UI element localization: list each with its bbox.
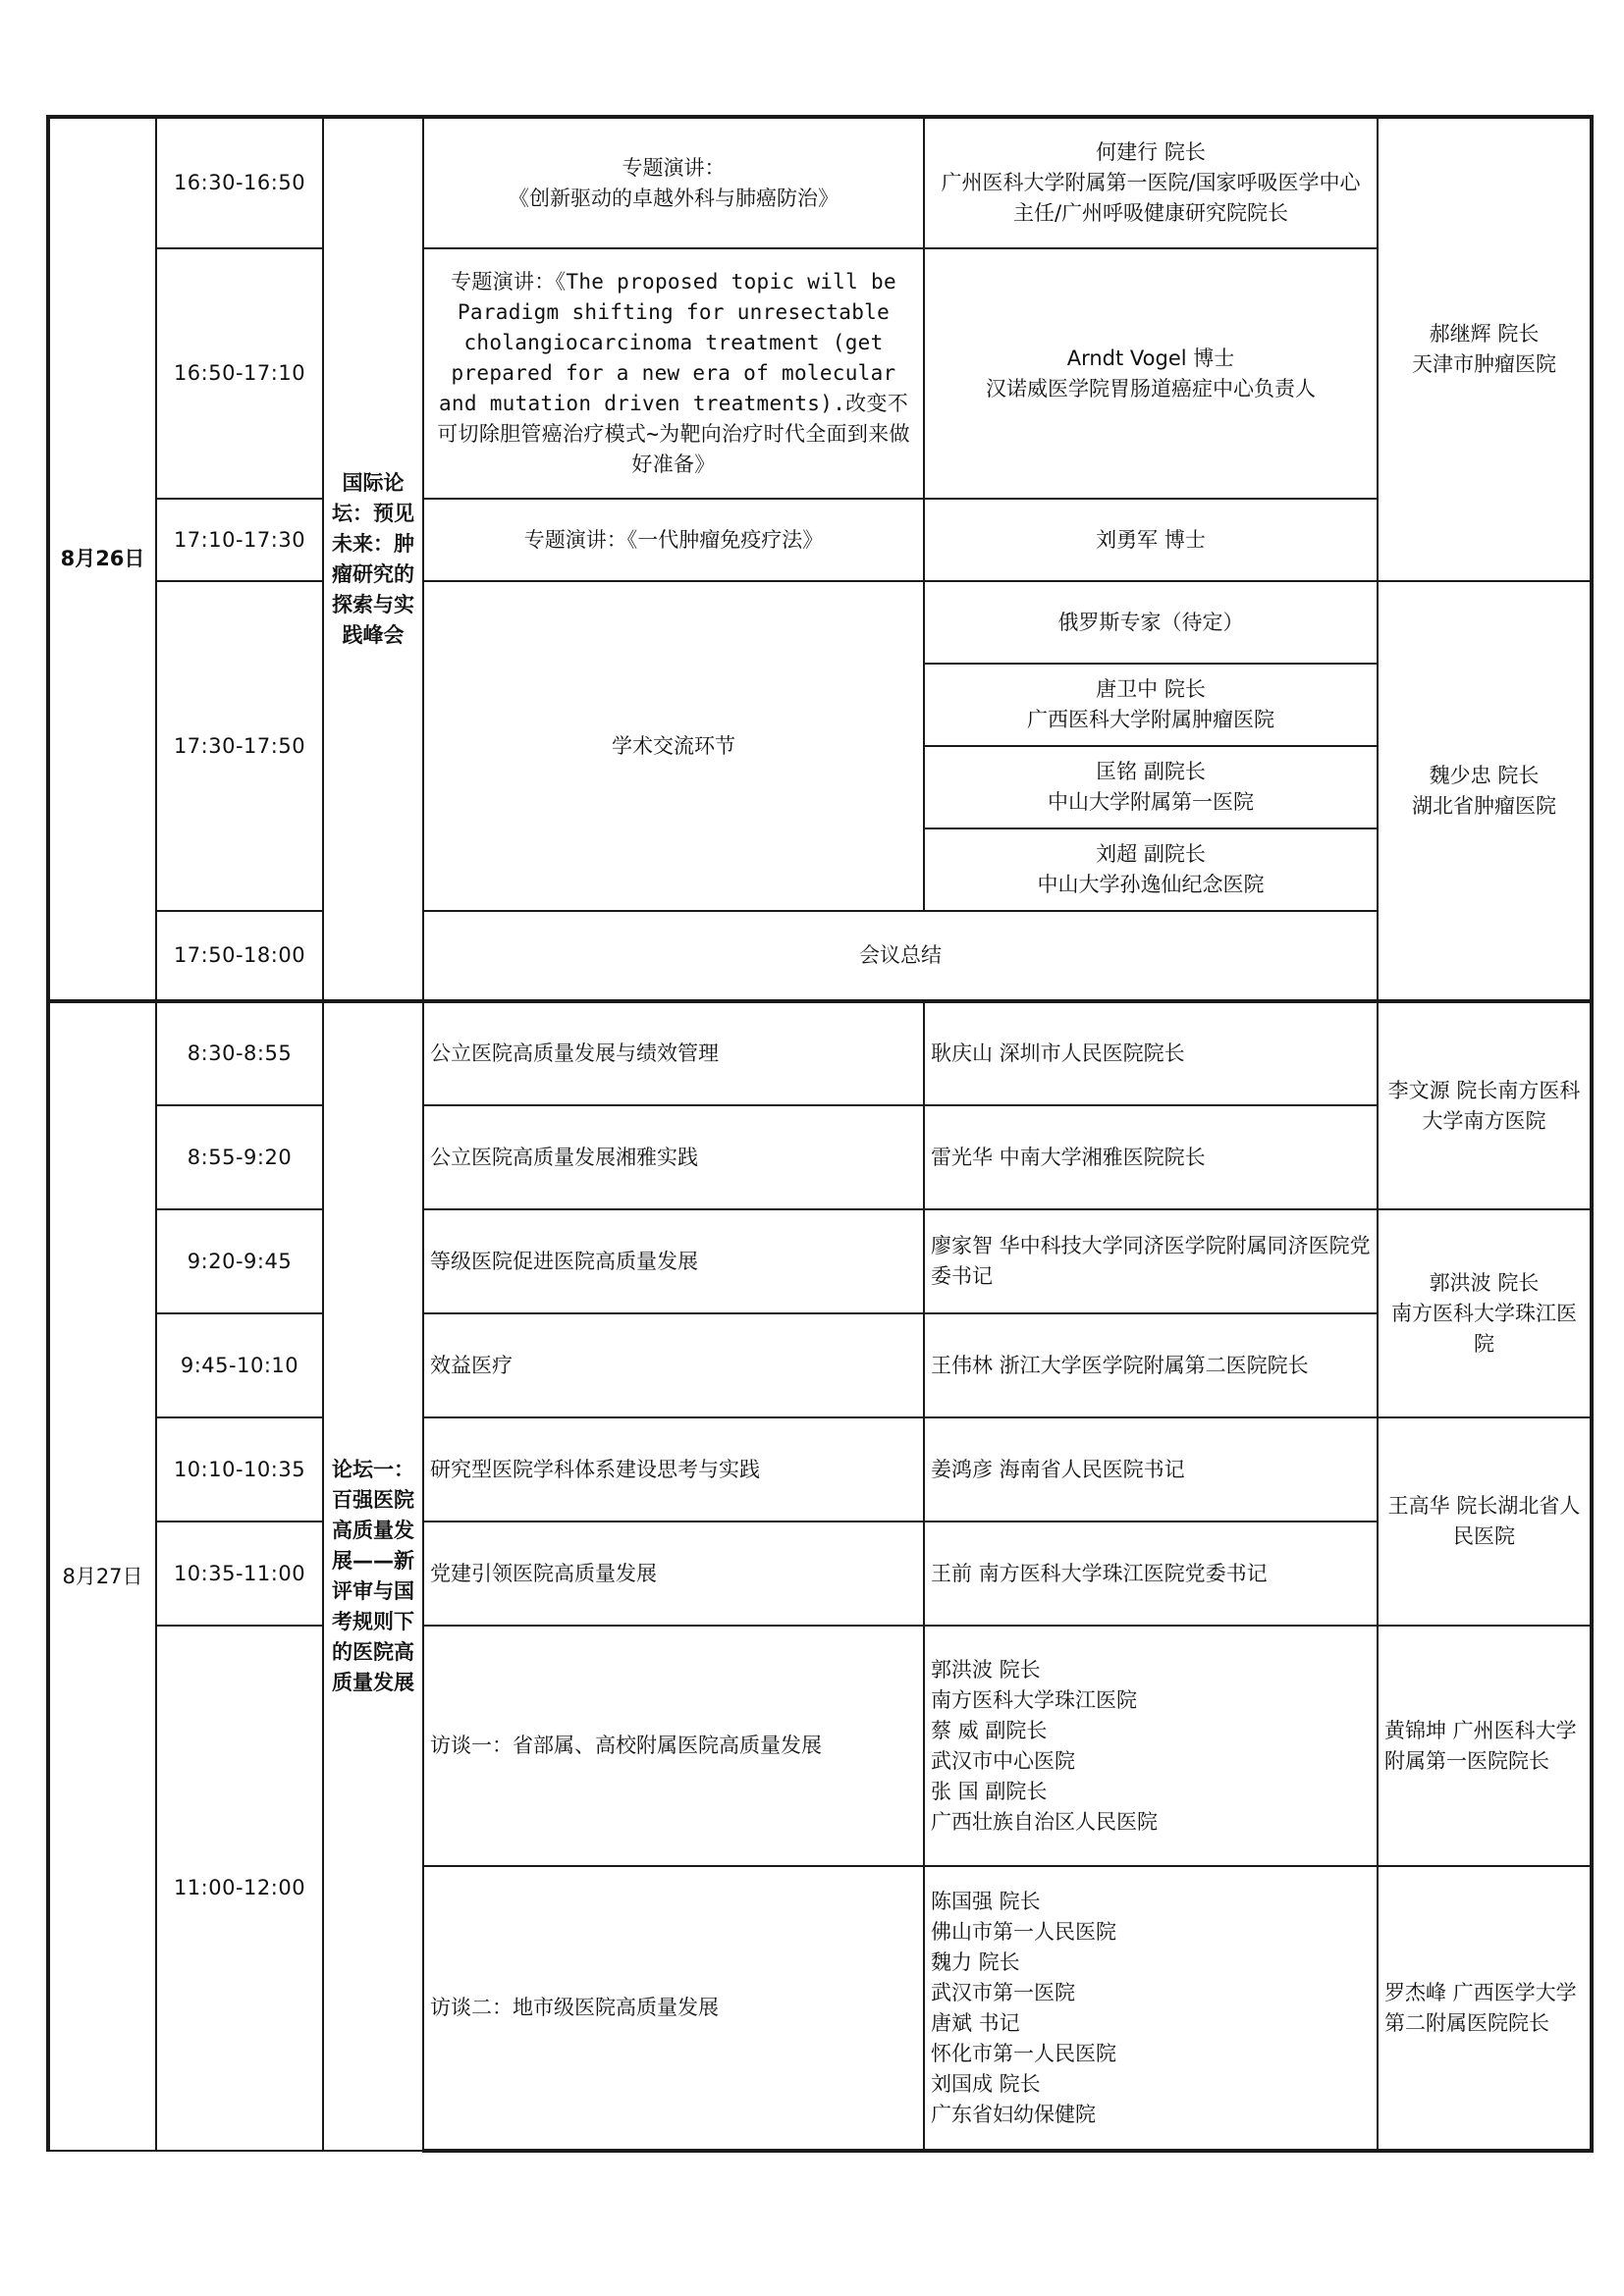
topic-cell: 效益医疗 <box>423 1313 924 1417</box>
topic-cell: 学术交流环节 <box>423 581 924 911</box>
schedule-row <box>48 911 1592 1001</box>
date-cell: 8月27日 <box>48 1001 156 2151</box>
schedule-row <box>48 1001 1592 1105</box>
time-cell: 8:30-8:55 <box>156 1001 323 1105</box>
time-cell: 16:50-17:10 <box>156 248 323 499</box>
schedule-row <box>48 1626 1592 1866</box>
schedule-row <box>48 499 1592 581</box>
schedule-row <box>48 248 1592 499</box>
schedule-row <box>48 1209 1592 1313</box>
time-cell: 17:30-17:50 <box>156 581 323 911</box>
time-cell: 17:10-17:30 <box>156 499 323 581</box>
speaker-cell: 廖家智 华中科技大学同济医学院附属同济医院党委书记 <box>924 1209 1378 1313</box>
time-cell: 11:00-12:00 <box>156 1626 323 2151</box>
speaker-cell: 匡铭 副院长 中山大学附属第一医院 <box>924 746 1378 828</box>
schedule-table <box>46 115 1594 2153</box>
topic-cell: 公立医院高质量发展湘雅实践 <box>423 1105 924 1209</box>
topic-cell: 等级医院促进医院高质量发展 <box>423 1209 924 1313</box>
topic-cell: 专题演讲：《一代肿瘤免疫疗法》 <box>423 499 924 581</box>
speaker-cell: 王前 南方医科大学珠江医院党委书记 <box>924 1522 1378 1626</box>
forum-title: 国际论坛：预见未来：肿瘤研究的探索与实践峰会 <box>323 117 423 1001</box>
time-cell: 16:30-16:50 <box>156 117 323 248</box>
schedule-row <box>48 117 1592 248</box>
chair-cell: 郭洪波 院长 南方医科大学珠江医院 <box>1378 1209 1592 1417</box>
time-cell: 10:10-10:35 <box>156 1417 323 1522</box>
speaker-cell: 刘超 副院长 中山大学孙逸仙纪念医院 <box>924 828 1378 911</box>
speaker-cell: 耿庆山 深圳市人民医院院长 <box>924 1001 1378 1105</box>
speaker-cell: 俄罗斯专家（待定） <box>924 581 1378 664</box>
schedule-row <box>48 1105 1592 1209</box>
topic-cell: 专题演讲： 《创新驱动的卓越外科与肺癌防治》 <box>423 117 924 248</box>
summary-cell: 会议总结 <box>423 911 1378 1001</box>
time-cell: 8:55-9:20 <box>156 1105 323 1209</box>
schedule-row <box>48 581 1592 664</box>
schedule-row <box>48 1417 1592 1522</box>
speaker-cell: 陈国强 院长 佛山市第一人民医院 魏力 院长 武汉市第一医院 唐斌 书记 怀化市第一人民医院 刘国成 院长 广东省妇幼保健院 <box>924 1866 1378 2151</box>
chair-cell: 黄锦坤 广州医科大学附属第一医院院长 <box>1378 1626 1592 1866</box>
time-cell: 10:35-11:00 <box>156 1522 323 1626</box>
topic-cell: 公立医院高质量发展与绩效管理 <box>423 1001 924 1105</box>
speaker-cell: Arndt Vogel 博士 汉诺威医学院胃肠道癌症中心负责人 <box>924 248 1378 499</box>
schedule-row <box>48 1522 1592 1626</box>
chair-cell: 李文源 院长南方医科大学南方医院 <box>1378 1001 1592 1209</box>
topic-cell: 专题演讲：《The proposed topic will be Paradigm shifting for unresectable cholangiocarcinoma treatment (get prepared for a new era of molecular and mutation driven treatments).改变不可切除胆管癌治疗模式~为靶向治疗时代全面到来做好准备》 <box>423 248 924 499</box>
topic-cell: 访谈二：地市级医院高质量发展 <box>423 1866 924 2151</box>
topic-cell: 访谈一：省部属、高校附属医院高质量发展 <box>423 1626 924 1866</box>
speaker-cell: 王伟林 浙江大学医学院附属第二医院院长 <box>924 1313 1378 1417</box>
time-cell: 9:20-9:45 <box>156 1209 323 1313</box>
speaker-cell: 郭洪波 院长 南方医科大学珠江医院 蔡 威 副院长 武汉市中心医院 张 国 副院长 广西壮族自治区人民医院 <box>924 1626 1378 1866</box>
speaker-cell: 刘勇军 博士 <box>924 499 1378 581</box>
chair-cell: 王高华 院长湖北省人民医院 <box>1378 1417 1592 1626</box>
time-cell: 17:50-18:00 <box>156 911 323 1001</box>
chair-cell: 魏少忠 院长 湖北省肿瘤医院 <box>1378 581 1592 1001</box>
speaker-cell: 何建行 院长 广州医科大学附属第一医院/国家呼吸医学中心主任/广州呼吸健康研究院院长 <box>924 117 1378 248</box>
chair-cell: 罗杰峰 广西医学大学第二附属医院院长 <box>1378 1866 1592 2151</box>
speaker-cell: 雷光华 中南大学湘雅医院院长 <box>924 1105 1378 1209</box>
topic-cell: 党建引领医院高质量发展 <box>423 1522 924 1626</box>
forum-title: 论坛一：百强医院高质量发展——新评审与国考规则下的医院高质量发展 <box>323 1001 423 2151</box>
date-cell: 8月26日 <box>48 117 156 1001</box>
topic-cell: 研究型医院学科体系建设思考与实践 <box>423 1417 924 1522</box>
schedule-row <box>48 1313 1592 1417</box>
speaker-cell: 唐卫中 院长 广西医科大学附属肿瘤医院 <box>924 664 1378 746</box>
speaker-cell: 姜鸿彦 海南省人民医院书记 <box>924 1417 1378 1522</box>
chair-cell: 郝继辉 院长 天津市肿瘤医院 <box>1378 117 1592 581</box>
time-cell: 9:45-10:10 <box>156 1313 323 1417</box>
